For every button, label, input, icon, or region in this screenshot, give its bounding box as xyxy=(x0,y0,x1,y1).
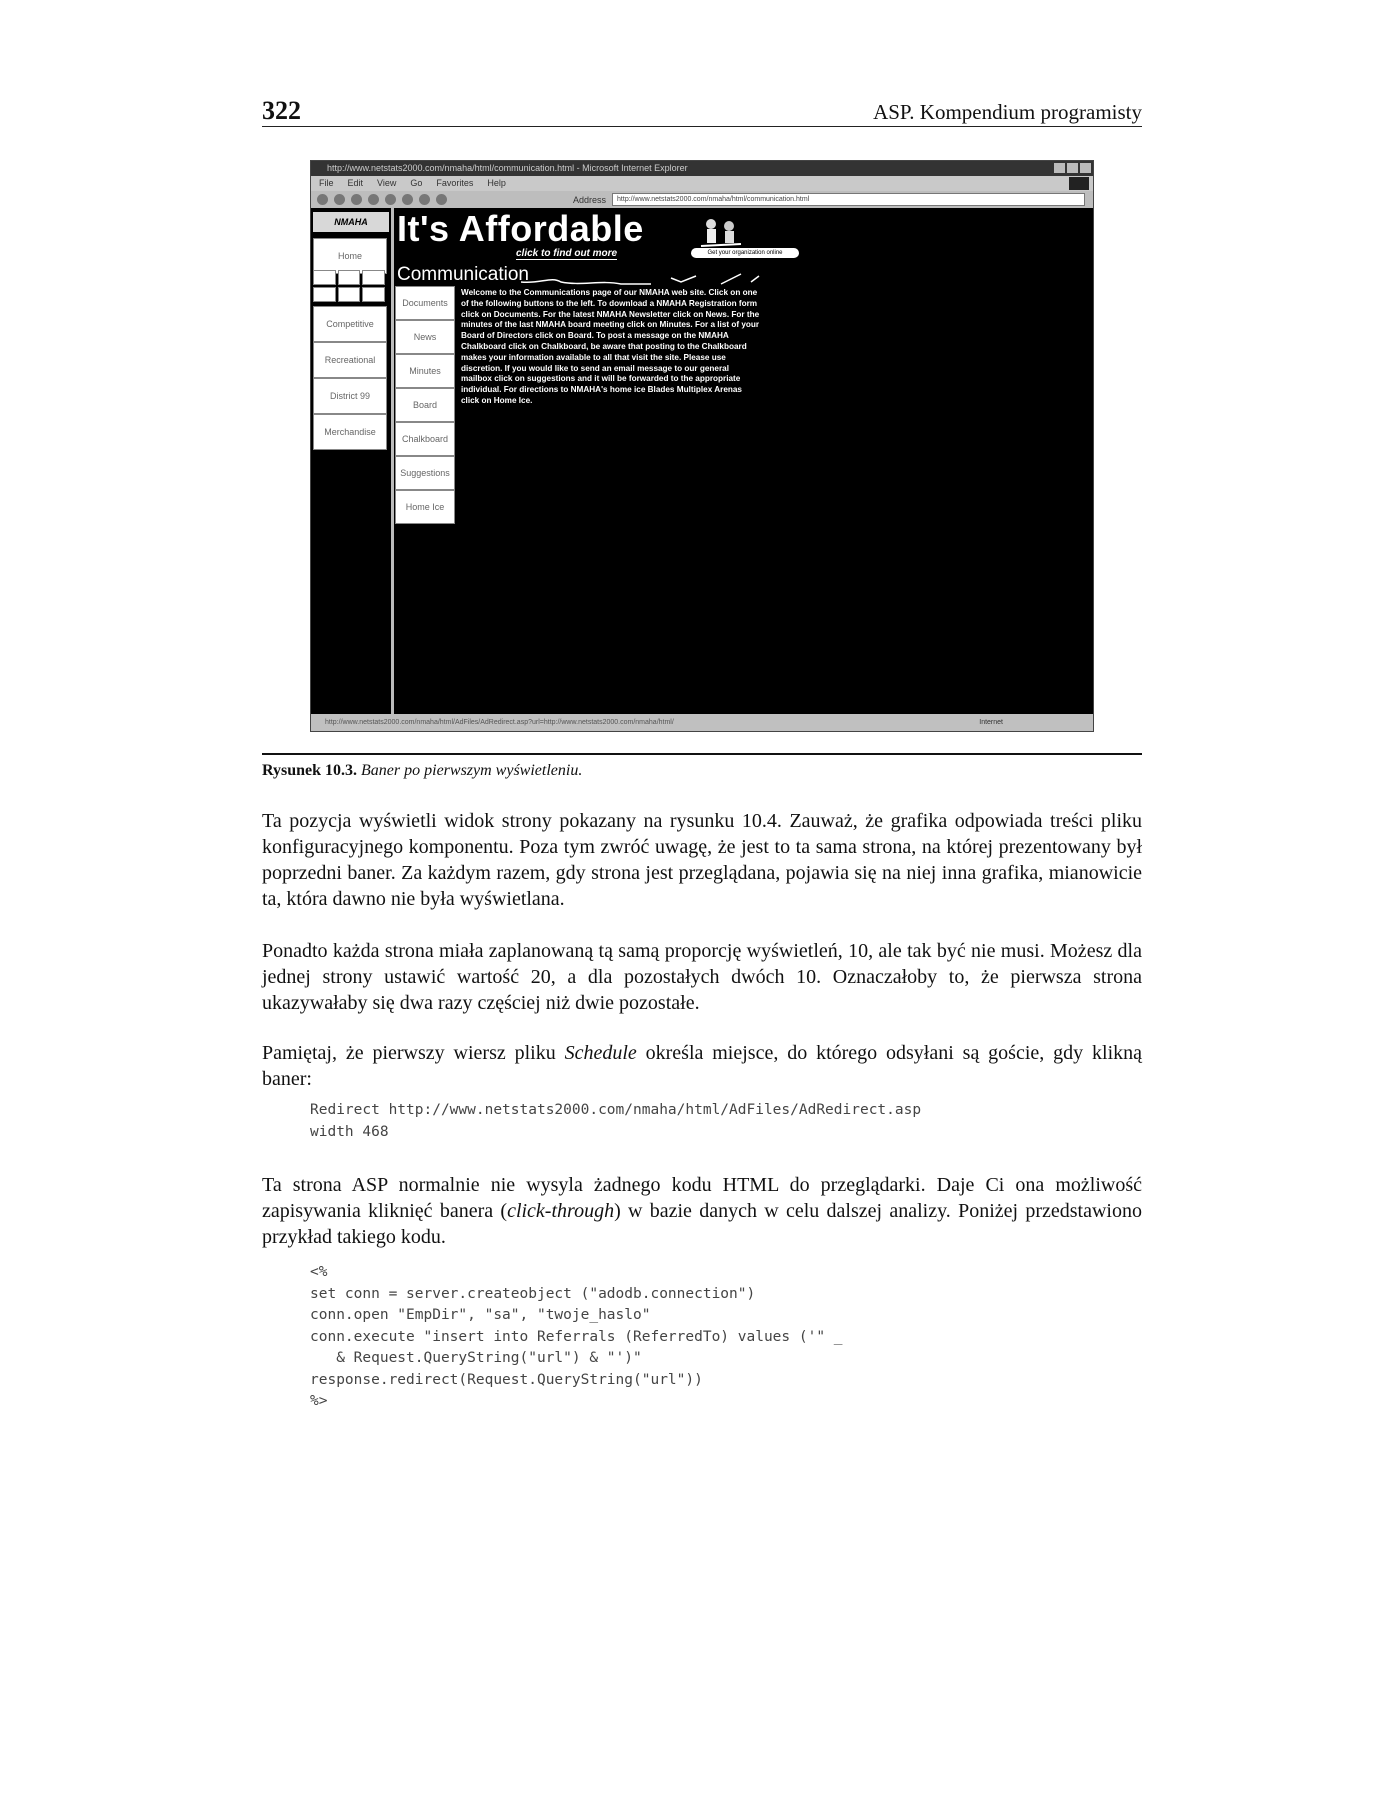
forward-icon xyxy=(334,194,345,205)
code-line: %> xyxy=(310,1393,328,1409)
hockey-stick-decoration xyxy=(521,268,761,290)
banner-cta: Get your organization online xyxy=(691,248,799,258)
paragraph-2: Ponadto każda strona miała zaplanowaną tą samą proporcję wyświetleń, 10, ale tak być nie musi. Możesz dla jednej strony ustawić wartość 20, a dla pozostałych dwóch 10. Oznaczałoby to, że pierwsza strona ukazywałaby się dwa razy częściej niż dwie pozostałe. xyxy=(262,940,1142,1014)
mini-icon xyxy=(338,287,361,302)
maximize-icon xyxy=(1067,163,1078,173)
nav-recreational: Recreational xyxy=(313,342,387,378)
mini-icon xyxy=(362,287,385,302)
menu-view: View xyxy=(377,178,397,188)
banner-subtitle: click to find out more xyxy=(516,248,618,259)
menu-favorites: Favorites xyxy=(436,178,474,188)
browser-screenshot xyxy=(310,160,1094,732)
print-icon xyxy=(436,194,447,205)
code-line: width 468 xyxy=(310,1123,389,1140)
p4-emphasis: click-through xyxy=(507,1200,615,1222)
code-line: set conn = server.createobject ("adodb.connection") xyxy=(310,1285,756,1302)
website-content xyxy=(311,208,1093,714)
mini-icon xyxy=(313,287,336,302)
mini-icon xyxy=(338,270,361,285)
left-navigation xyxy=(311,208,394,714)
caption-label: Rysunek 10.3. xyxy=(262,762,358,779)
menu-edit: Edit xyxy=(347,178,364,188)
page-number: 322 xyxy=(262,96,301,125)
code-line: & Request.QueryString("url") & "')" xyxy=(310,1350,642,1366)
p4-text: Ta strona ASP normalnie nie wysyla żadnego kodu HTML do przeglądarki. Daje Ci ona możliwość zapisywania kliknięć banera ( xyxy=(262,1174,1142,1222)
refresh-icon xyxy=(368,194,379,205)
code-block-1 xyxy=(310,1100,921,1143)
subnav-home-ice: Home Ice xyxy=(395,490,455,524)
stop-icon xyxy=(351,194,362,205)
mini-icon xyxy=(362,270,385,285)
subnav-minutes: Minutes xyxy=(395,354,455,388)
mini-icon-grid xyxy=(313,270,385,302)
browser-logo-icon xyxy=(1069,177,1089,190)
address-label: Address xyxy=(573,194,607,205)
paragraph-1: Ta pozycja wyświetli widok strony pokazany na rysunku 10.4. Zauważ, że grafika odpowiada treści pliku konfiguracyjnego komponentu. Poza tym zwróć uwagę, że jest to ta sama strona, na której prezentowany był poprzedni baner. Za każdym razem, gdy strona jest przeglądana, pojawia się na niej inna grafika, mianowicie ta, która dawno nie była wyświetlana. xyxy=(262,810,1142,910)
caption-text: Baner po pierwszym wyświetleniu. xyxy=(361,762,583,779)
code-block-2 xyxy=(310,1262,843,1413)
security-zone: Internet xyxy=(979,719,1003,726)
home-icon xyxy=(385,194,396,205)
code-line: <% xyxy=(310,1264,328,1280)
back-icon xyxy=(317,194,328,205)
subnav-documents: Documents xyxy=(395,286,455,320)
code-line: conn.open "EmpDir", "sa", "twoje_haslo" xyxy=(310,1307,651,1323)
menu-go: Go xyxy=(410,178,423,188)
minimize-icon xyxy=(1054,163,1065,173)
menu-file: File xyxy=(319,178,334,188)
address-bar: http://www.netstats2000.com/nmaha/html/communication.html xyxy=(612,193,1085,206)
page-header xyxy=(262,96,1142,127)
code-line: Redirect http://www.netstats2000.com/nmaha/html/AdFiles/AdRedirect.asp xyxy=(310,1102,922,1118)
site-logo: NMAHA xyxy=(313,212,389,232)
subnav-chalkboard: Chalkboard xyxy=(395,422,455,456)
banner-title: It's Affordable xyxy=(397,208,644,249)
subnav-news: News xyxy=(395,320,455,354)
nav-district-99: District 99 xyxy=(313,378,387,414)
figure-caption xyxy=(262,762,582,780)
code-line: conn.execute "insert into Referrals (ReferredTo) values ('" _ xyxy=(310,1328,843,1345)
subnav-suggestions: Suggestions xyxy=(395,456,455,490)
subnav-board: Board xyxy=(395,388,455,422)
section-heading: Communication xyxy=(397,264,529,285)
paragraph-3 xyxy=(262,1040,1142,1092)
browser-status-bar xyxy=(311,714,1093,731)
close-icon xyxy=(1080,163,1091,173)
running-title: ASP. Kompendium programisty xyxy=(873,100,1142,124)
paragraph-4 xyxy=(262,1172,1142,1250)
nav-merchandise: Merchandise xyxy=(313,414,387,450)
nav-competitive: Competitive xyxy=(313,306,387,342)
status-url: http://www.netstats2000.com/nmaha/html/AdFiles/AdRedirect.asp?url=http://www.netstats2000.com/nmaha/html/ xyxy=(325,719,674,726)
browser-menu-bar xyxy=(311,176,1093,191)
search-icon xyxy=(402,194,413,205)
favorites-icon xyxy=(419,194,430,205)
nav-home: Home xyxy=(313,238,387,274)
menu-help: Help xyxy=(487,178,506,188)
p4-text: ) w bazie danych w celu dalszej analizy. Poniżej przedstawiono przykład takiego kodu. xyxy=(262,1200,1142,1248)
browser-title-bar xyxy=(311,161,1093,176)
browser-toolbar xyxy=(311,191,1093,208)
window-title: http://www.netstats2000.com/nmaha/html/communication.html - Microsoft Internet Explorer xyxy=(327,163,688,173)
p3-emphasis: Schedule xyxy=(564,1042,637,1064)
code-line: response.redirect(Request.QueryString("url")) xyxy=(310,1371,703,1388)
p3-text: określa miejsce, do którego odsyłani są goście, gdy klikną baner: xyxy=(262,1042,1142,1090)
intro-text: Welcome to the Communications page of our NMAHA web site. Click on one of the following buttons to the left. To download a NMAHA Registration form click on Documents. For the latest NMAHA Newsletter click on News. For the minutes of the last NMAHA board meeting click on Minutes. For a list of your Board of Directors click on Board. To post a message on the NMAHA Chalkboard click on Chalkboard, be aware that posting to the Chalkboard makes your information available to all that visit the site. Please use discretion. If you would like to send an email message to our general mailbox click on suggestions and it will be forwarded to the appropriate individual. For directions to NMAHA's home ice Blades Multiplex Arenas click on Home Ice. xyxy=(461,288,760,405)
window-controls xyxy=(1054,163,1091,173)
caption-rule xyxy=(262,753,1142,755)
mini-icon xyxy=(313,270,336,285)
p3-text: Pamiętaj, że pierwszy wiersz pliku xyxy=(262,1042,565,1064)
